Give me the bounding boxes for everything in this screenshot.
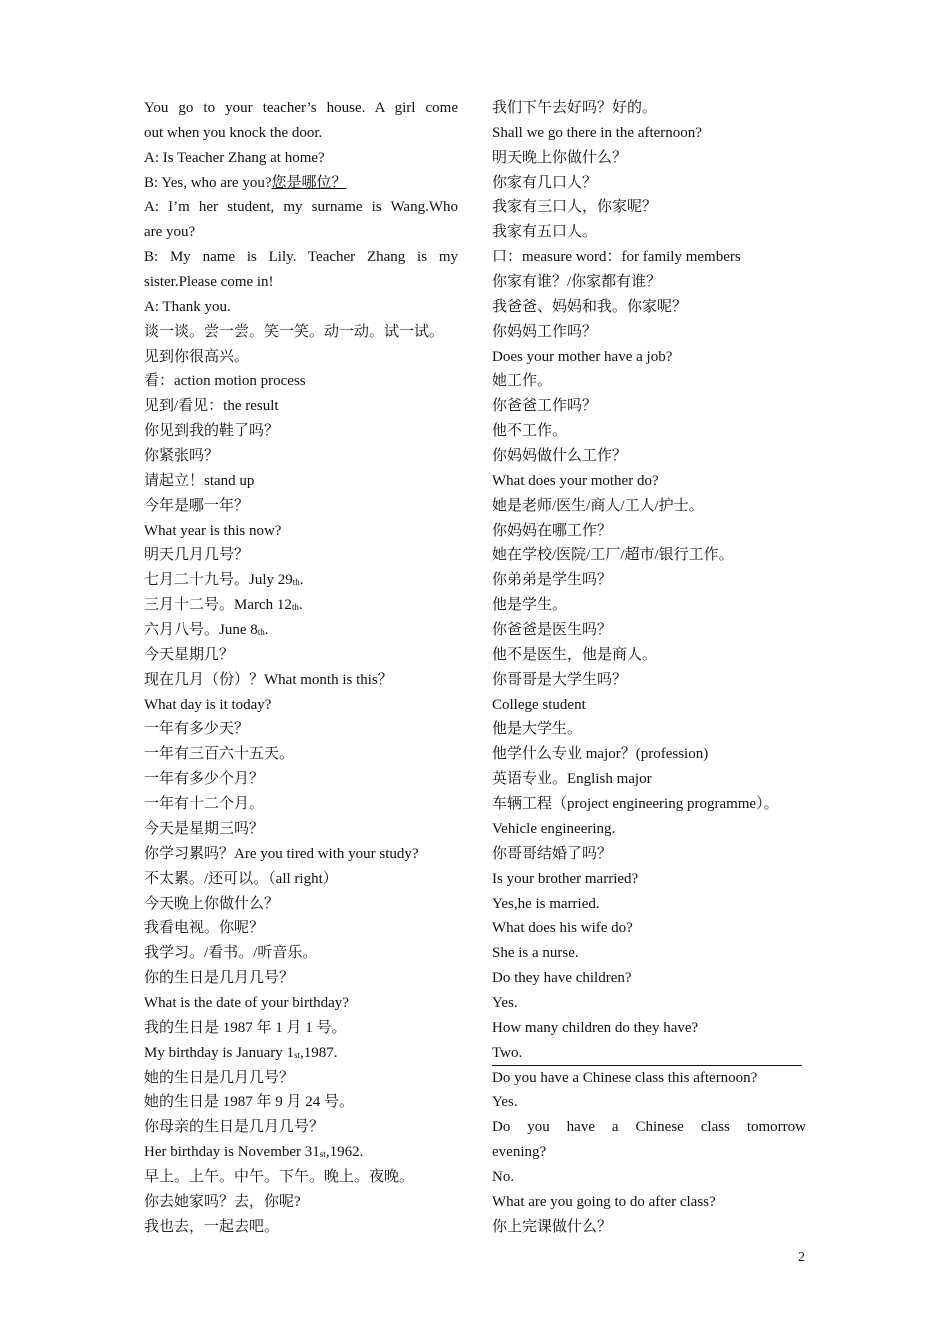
line-text: Two. [492,1044,523,1061]
line-text: 你爸爸是医生吗？ [492,622,613,639]
text-line [492,171,806,196]
text-line [492,593,806,618]
text-line [492,941,806,966]
line-text: 不太累。/还可以。（all right） [144,870,338,887]
line-text: Shall we go there in the afternoon? [492,124,702,141]
line-text-tail: . [264,622,269,639]
text-line [144,394,458,419]
line-text: 你妈妈工作吗？ [492,323,598,340]
line-text: 今天晚上你做什么？ [144,895,280,912]
text-line [144,1140,458,1165]
line-text: 你妈妈在哪工作？ [492,522,613,539]
line-text-tail: ,1987. [300,1044,338,1061]
text-line [144,792,458,817]
text-line [492,767,806,792]
line-text: 你紧张吗？ [144,448,220,465]
text-line [144,916,458,941]
text-line [492,1016,806,1041]
text-line [492,320,806,345]
line-text: How many children do they have? [492,1019,699,1036]
line-text-tail: . [299,572,304,589]
line-text: Does your mother have a job? [492,348,673,365]
line-text: 你学习累吗？Are you tired with your study? [144,845,419,862]
text-line [144,842,458,867]
text-line [492,220,806,245]
line-text: A: Thank you. [144,298,231,315]
line-text: 他是大学生。 [492,721,583,738]
line-text: 车辆工程（project engineering programme）。 [492,796,779,813]
text-line [492,1140,806,1165]
line-text: 英语专业。English major [492,771,652,788]
ordinal-suffix: th [291,602,299,613]
line-text: 你家有几口人？ [492,174,598,191]
text-line [144,717,458,742]
text-line [144,966,458,991]
text-line [492,146,806,171]
text-line [144,345,458,370]
line-text: Do they have children? [492,970,632,987]
text-line [144,195,458,220]
line-text: 口：measure word：for family members [492,249,741,266]
line-text: 你爸爸工作吗？ [492,398,598,415]
text-line [144,618,458,643]
line-text: B: My name is Lily. Teacher Zhang is my [144,249,458,266]
line-text: What year is this now? [144,522,282,539]
line-text: 今年是哪一年？ [144,497,250,514]
text-line [492,270,806,295]
text-line [144,1090,458,1115]
line-text: 早上。上午。中午。下午。晚上。夜晚。 [144,1168,415,1185]
text-line [144,494,458,519]
text-line [492,494,806,519]
line-text: 她是老师/医生/商人/工人/护士。 [492,497,704,514]
text-line [144,320,458,345]
text-line [144,369,458,394]
line-text: 他是学生。 [492,597,568,614]
text-line [144,469,458,494]
line-text: 你去她家吗？去，你呢? [144,1193,301,1210]
text-line [492,618,806,643]
line-text: 你上完课做什么？ [492,1218,613,1235]
text-line [492,991,806,1016]
text-line [492,469,806,494]
text-line [144,892,458,917]
text-line [492,1190,806,1215]
line-text: 请起立！stand up [144,472,255,489]
line-text: 我也去，一起去吧。 [144,1218,280,1235]
line-text: 他不工作。 [492,423,568,440]
text-line [492,717,806,742]
text-line [144,693,458,718]
line-text: Is your brother married? [492,870,639,887]
text-line [492,817,806,842]
line-text: 见到/看见：the result [144,398,279,415]
line-text: Yes. [492,994,518,1011]
text-line [144,1066,458,1091]
text-line [144,767,458,792]
text-line [492,519,806,544]
text-line [492,792,806,817]
right-column [492,96,806,1240]
text-line [144,1041,458,1066]
left-column [144,96,458,1240]
ordinal-suffix: th [292,577,300,588]
line-text: No. [492,1168,515,1185]
line-text: What does your mother do? [492,472,659,489]
text-line [492,345,806,370]
text-line [492,693,806,718]
text-line [144,146,458,171]
line-text: 明天晚上你做什么？ [492,149,628,166]
line-text: 我学习。/看书。/听音乐。 [144,945,318,962]
text-line [144,444,458,469]
text-line [492,892,806,917]
text-line [144,96,458,121]
text-line [144,1165,458,1190]
text-line [144,220,458,245]
text-line [492,867,806,892]
line-text: 你的生日是几月几号？ [144,970,295,987]
line-text: sister.Please come in! [144,274,274,291]
text-line [492,842,806,867]
text-line [492,1066,806,1091]
line-text-tail: . [298,597,303,614]
underlined-text: 您是哪位？ [271,174,347,191]
line-text: 一年有十二个月。 [144,796,265,813]
text-line [492,1041,802,1066]
line-text: Her birthday is November 31 [144,1144,320,1161]
line-text: are you? [144,224,196,241]
line-text: What is the date of your birthday? [144,994,349,1011]
text-line [492,444,806,469]
line-text: 今天是星期三吗？ [144,820,265,837]
text-line [492,1215,806,1240]
text-line [492,543,806,568]
line-text: Yes,he is married. [492,895,600,912]
line-text-tail: ,1962. [325,1144,364,1161]
text-line [492,245,806,270]
text-line [144,1190,458,1215]
text-line [144,270,458,295]
text-line [492,966,806,991]
line-text: 一年有三百六十五天。 [144,746,295,763]
line-text: Vehicle engineering. [492,820,616,837]
line-text: Do you have a Chinese class this afternoon? [492,1069,758,1086]
line-text: She is a nurse. [492,945,579,962]
line-text: 一年有多少天？ [144,721,250,738]
text-line [492,643,806,668]
text-line [144,419,458,444]
text-line [492,568,806,593]
line-text: 你弟弟是学生吗？ [492,572,613,589]
line-text: 明天几月几号？ [144,547,250,564]
line-text: 他不是医生，他是商人。 [492,646,658,663]
text-line [144,568,458,593]
text-line [144,1115,458,1140]
line-text: 我家有五口人。 [492,224,598,241]
line-text: 今天星期几？ [144,646,235,663]
line-text: 现在几月（份）？What month is this？ [144,671,393,688]
text-line [492,668,806,693]
line-text: What does his wife do? [492,920,633,937]
text-line [144,991,458,1016]
text-line [144,121,458,146]
text-line [144,519,458,544]
line-text: A: I’m her student, my surname is Wang.Who [144,199,458,216]
text-line [144,245,458,270]
line-text: 七月二十九号。July 29 [144,572,293,589]
text-line [492,195,806,220]
text-line [492,121,806,146]
text-line [492,1090,806,1115]
text-line [492,1165,806,1190]
text-line [144,295,458,320]
text-line [144,593,458,618]
line-text: 我爸爸、妈妈和我。你家呢？ [492,298,688,315]
line-text: 她的生日是几月几号？ [144,1069,295,1086]
line-text: 她在学校/医院/工厂/超市/银行工作。 [492,547,734,564]
line-text: Do you have a Chinese class tomorrow [492,1119,806,1136]
ordinal-suffix: th [257,627,265,638]
line-text: 我们下午去好吗？好的。 [492,100,658,116]
page-number: 2 [798,1250,805,1265]
line-text: B: Yes, who are you? [144,174,272,191]
line-text: College student [492,696,586,713]
line-text: 我家有三口人，你家呢？ [492,199,658,216]
line-text: 你哥哥是大学生吗？ [492,671,628,688]
text-line [492,742,806,767]
line-text: A: Is Teacher Zhang at home? [144,149,325,166]
line-text: You go to your teacher’s house. A girl come [144,100,458,116]
text-line [144,643,458,668]
text-line [144,817,458,842]
line-text: 一年有多少个月？ [144,771,265,788]
line-text: 你妈妈做什么工作？ [492,448,628,465]
line-text: Yes. [492,1094,518,1111]
line-text: 你母亲的生日是几月几号？ [144,1119,325,1136]
line-text: My birthday is January 1 [144,1044,294,1061]
line-text: evening? [492,1144,547,1161]
text-line [492,96,806,121]
text-line [144,941,458,966]
text-line [144,742,458,767]
text-line [144,1016,458,1041]
text-line [144,171,458,196]
text-line [144,668,458,693]
line-text: 他学什么专业 major？(profession) [492,746,709,763]
text-line [492,369,806,394]
line-text: 我的生日是 1987 年 1 月 1 号。 [144,1019,347,1036]
line-text: 你哥哥结婚了吗？ [492,845,613,862]
text-line [144,1215,458,1240]
line-text: 我看电视。你呢？ [144,920,265,937]
line-text: 她工作。 [492,373,553,390]
text-line [492,419,806,444]
line-text: 谈一谈。尝一尝。笑一笑。动一动。试一试。 [144,323,445,340]
line-text: What are you going to do after class? [492,1193,716,1210]
ordinal-suffix: st [319,1149,326,1160]
text-line [492,916,806,941]
text-line [144,543,458,568]
line-text: 看：action motion process [144,373,306,390]
line-text: 你见到我的鞋了吗？ [144,423,280,440]
line-text: 三月十二号。March 12 [144,597,292,614]
line-text: 见到你很高兴。 [144,348,250,365]
text-line [492,394,806,419]
line-text: 六月八号。June 8 [144,622,258,639]
line-text: out when you knock the door. [144,124,323,141]
text-line [492,295,806,320]
line-text: What day is it today? [144,696,272,713]
line-text: 你家有谁？/你家都有谁？ [492,274,662,291]
text-line [144,867,458,892]
text-line [492,1115,806,1140]
ordinal-suffix: st [293,1049,300,1060]
line-text: 她的生日是 1987 年 9 月 24 号。 [144,1094,355,1111]
